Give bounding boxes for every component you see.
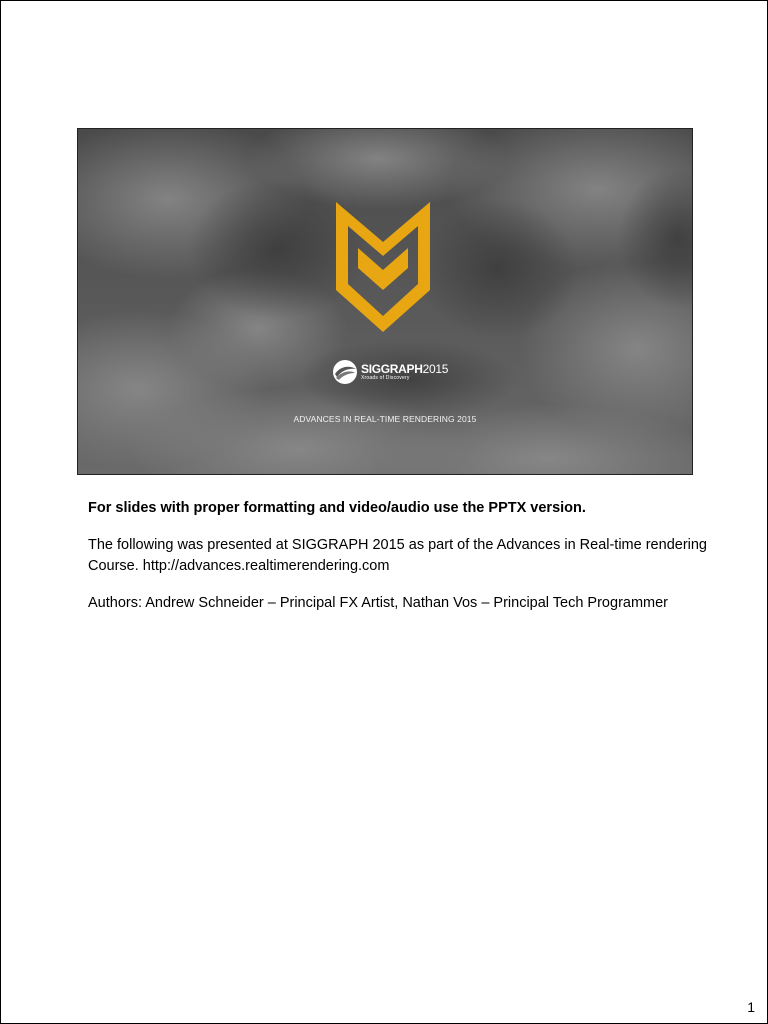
siggraph-badge xyxy=(332,357,448,387)
siggraph-tagline: Xroads of Discovery xyxy=(361,375,410,381)
notes-format-line: For slides with proper formatting and video/audio use the PPTX version. xyxy=(88,500,586,516)
course-title: ADVANCES IN REAL-TIME RENDERING 2015 xyxy=(293,414,477,424)
siggraph-disc-icon xyxy=(332,359,358,385)
slide-thumbnail xyxy=(77,128,693,475)
page-number: 1 xyxy=(747,999,755,1015)
notes-presentation-line: The following was presented at SIGGRAPH 2015 as part of the Advances in Real-time rendering Course. http://advances.realtimerendering.com xyxy=(88,537,707,574)
notes-authors-line: Authors: Andrew Schneider – Principal FX Artist, Nathan Vos – Principal Tech Programmer xyxy=(88,595,669,611)
guerrilla-chevron-logo-icon xyxy=(336,202,430,332)
siggraph-name: SIGGRAPH xyxy=(361,362,423,376)
siggraph-wordmark xyxy=(361,363,448,381)
siggraph-year: 2015 xyxy=(422,362,449,376)
speaker-notes xyxy=(88,498,708,630)
